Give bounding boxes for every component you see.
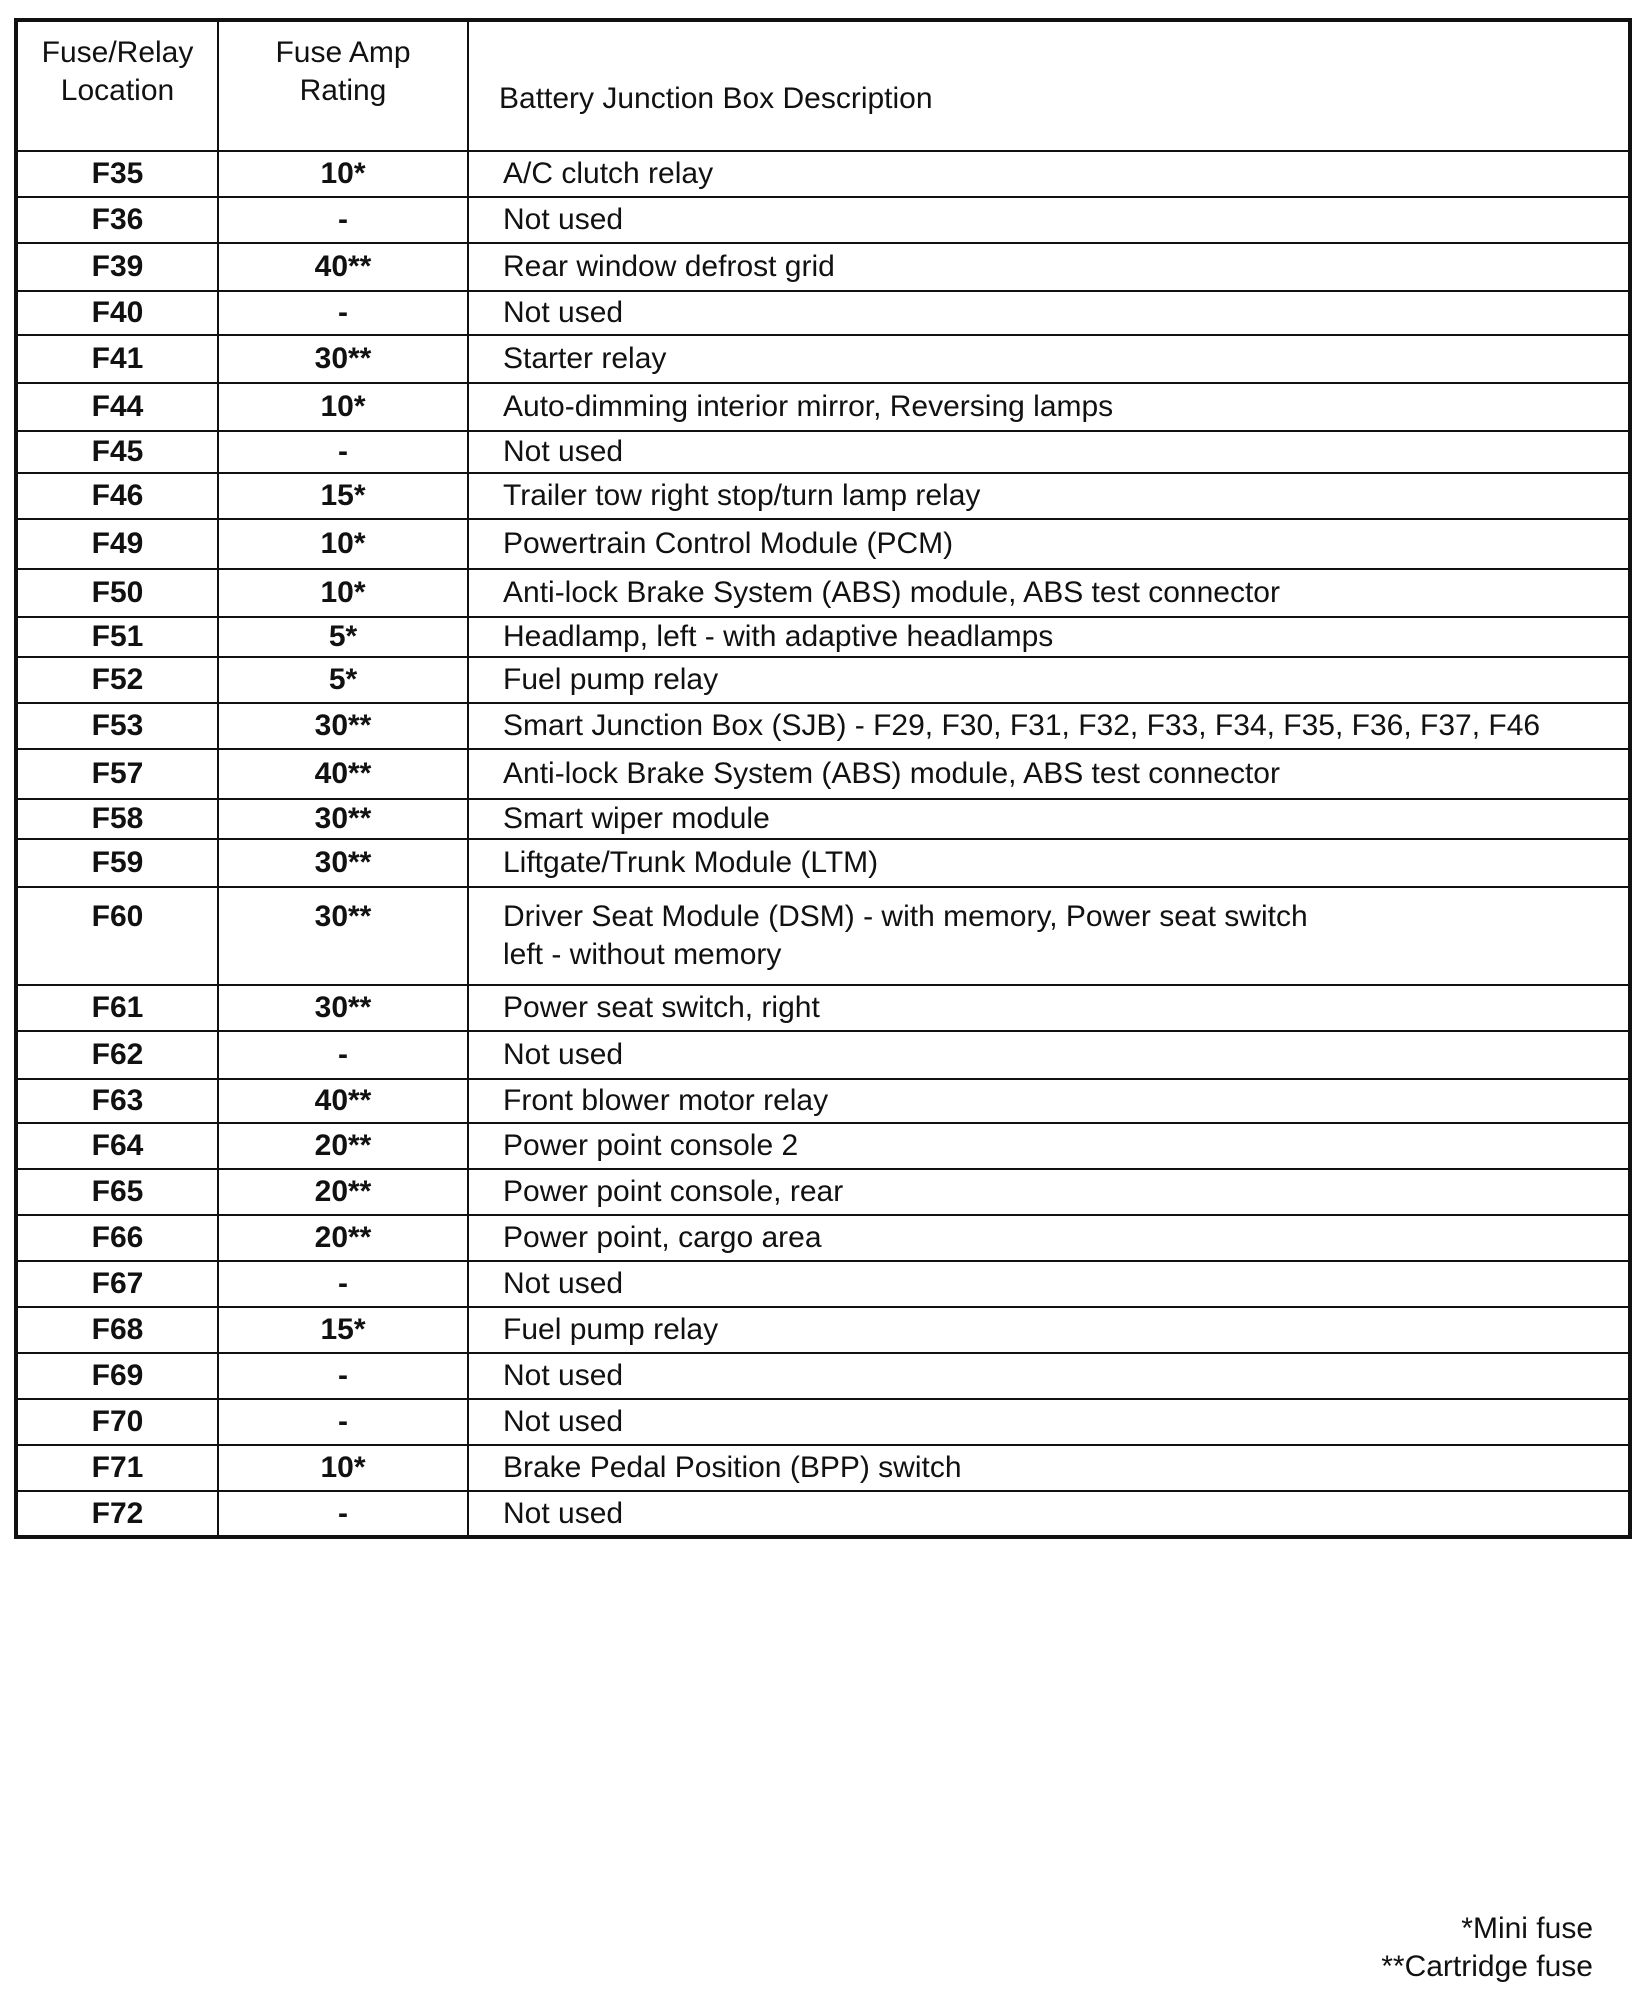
fuse-location-cell: F35 <box>16 151 218 197</box>
fuse-description-cell <box>468 1445 1630 1491</box>
table-row <box>16 1261 1630 1307</box>
fuse-description-line: Trailer tow right stop/turn lamp relay <box>503 479 981 512</box>
fuse-rating-cell: - <box>218 1491 468 1537</box>
fuse-location-cell: F45 <box>16 431 218 473</box>
fuse-description-line: Fuel pump relay <box>503 663 719 696</box>
header-row <box>16 20 1630 151</box>
fuse-location-cell: F66 <box>16 1215 218 1261</box>
table-row <box>16 1445 1630 1491</box>
table-row <box>16 1079 1630 1123</box>
fuse-description-cell <box>468 749 1630 799</box>
fuse-rating-cell: 10* <box>218 569 468 617</box>
fuse-description-cell <box>468 1031 1630 1079</box>
fuse-description-cell <box>468 1307 1630 1353</box>
legend-mini-fuse: *Mini fuse <box>1461 1912 1593 1945</box>
fuse-rating-cell: 20** <box>218 1215 468 1261</box>
table-row <box>16 749 1630 799</box>
fuse-description-line: Auto-dimming interior mirror, Reversing lamps <box>503 390 1114 423</box>
fuse-location-cell: F51 <box>16 617 218 657</box>
fuse-description-cell <box>468 839 1630 887</box>
fuse-rating-cell: 30** <box>218 335 468 383</box>
fuse-description-line: Not used <box>503 1038 624 1071</box>
fuse-description-line: Power point console 2 <box>503 1129 799 1162</box>
fuse-description-line: Smart Junction Box (SJB) - F29, F30, F31, F32, F33, F34, F35, F36, F37, F46 <box>503 709 1541 742</box>
fuse-description-cell <box>468 291 1630 335</box>
fuse-rating-cell: - <box>218 1353 468 1399</box>
fuse-location-cell: F58 <box>16 799 218 839</box>
fuse-description-line: Driver Seat Module (DSM) - with memory, Power seat switch <box>503 900 1308 933</box>
header-location-line-2: Location <box>60 74 175 107</box>
fuse-description-cell <box>468 335 1630 383</box>
fuse-rating-cell: - <box>218 197 468 243</box>
fuse-description-cell <box>468 1491 1630 1537</box>
fuse-rating-cell: 15* <box>218 1307 468 1353</box>
fuse-location-cell: F70 <box>16 1399 218 1445</box>
header-rating-line-1: Fuse Amp <box>275 36 411 69</box>
table-row <box>16 431 1630 473</box>
fuse-location-cell: F62 <box>16 1031 218 1079</box>
fuse-table-body <box>16 151 1630 1537</box>
fuse-rating-cell: 30** <box>218 887 468 985</box>
fuse-description-cell <box>468 657 1630 703</box>
fuse-description-cell <box>468 1353 1630 1399</box>
table-row <box>16 1399 1630 1445</box>
fuse-location-cell: F64 <box>16 1123 218 1169</box>
fuse-rating-cell: 30** <box>218 703 468 749</box>
table-row <box>16 1491 1630 1537</box>
fuse-description-line: Power seat switch, right <box>503 991 820 1024</box>
header-description: Battery Junction Box Description <box>468 20 1630 151</box>
table-row <box>16 569 1630 617</box>
fuse-description-line: Not used <box>503 296 624 329</box>
table-row <box>16 657 1630 703</box>
header-location <box>16 20 218 151</box>
fuse-description-line: Not used <box>503 203 624 236</box>
fuse-rating-cell: 10* <box>218 519 468 569</box>
fuse-description-cell <box>468 569 1630 617</box>
fuse-rating-cell: - <box>218 431 468 473</box>
table-row <box>16 1215 1630 1261</box>
table-row <box>16 617 1630 657</box>
fuse-description-cell <box>468 1169 1630 1215</box>
fuse-location-cell: F36 <box>16 197 218 243</box>
fuse-location-cell: F65 <box>16 1169 218 1215</box>
fuse-location-cell: F60 <box>16 887 218 985</box>
fuse-rating-cell: 10* <box>218 151 468 197</box>
fuse-description-line: Not used <box>503 1496 624 1530</box>
fuse-description-cell <box>468 383 1630 431</box>
fuse-rating-cell: 10* <box>218 383 468 431</box>
fuse-rating-cell: - <box>218 1261 468 1307</box>
table-row <box>16 703 1630 749</box>
fuse-rating-cell: - <box>218 291 468 335</box>
fuse-location-cell: F52 <box>16 657 218 703</box>
fuse-description-line: Anti-lock Brake System (ABS) module, ABS test connector <box>503 757 1280 790</box>
fuse-description-cell <box>468 151 1630 197</box>
table-row <box>16 197 1630 243</box>
fuse-location-cell: F41 <box>16 335 218 383</box>
fuse-rating-cell: - <box>218 1031 468 1079</box>
header-location-line-1: Fuse/Relay <box>41 36 194 69</box>
fuse-rating-cell: 5* <box>218 657 468 703</box>
fuse-location-cell: F40 <box>16 291 218 335</box>
fuse-location-cell: F57 <box>16 749 218 799</box>
fuse-description-line: Brake Pedal Position (BPP) switch <box>503 1451 962 1484</box>
fuse-rating-cell: 40** <box>218 243 468 291</box>
fuse-description-cell <box>468 887 1630 985</box>
table-row <box>16 799 1630 839</box>
header-rating <box>218 20 468 151</box>
fuse-description-line: Smart wiper module <box>503 802 770 835</box>
fuse-description-line: Powertrain Control Module (PCM) <box>503 527 954 560</box>
fuse-description-line: Not used <box>503 1267 624 1300</box>
table-row <box>16 383 1630 431</box>
fuse-location-cell: F53 <box>16 703 218 749</box>
fuse-description-cell <box>468 1215 1630 1261</box>
table-row <box>16 985 1630 1031</box>
table-row <box>16 1307 1630 1353</box>
fuse-rating-cell: 30** <box>218 985 468 1031</box>
fuse-rating-cell: 30** <box>218 799 468 839</box>
fuse-description-line: Front blower motor relay <box>503 1084 829 1117</box>
fuse-rating-cell: 40** <box>218 1079 468 1123</box>
fuse-description-line: Liftgate/Trunk Module (LTM) <box>503 846 879 879</box>
fuse-description-cell <box>468 243 1630 291</box>
table-row <box>16 1353 1630 1399</box>
fuse-location-cell: F61 <box>16 985 218 1031</box>
fuse-description-line: Not used <box>503 1405 624 1438</box>
fuse-description-line: Anti-lock Brake System (ABS) module, ABS test connector <box>503 576 1280 609</box>
fuse-description-line: Power point, cargo area <box>503 1221 822 1254</box>
fuse-table <box>14 18 1632 1539</box>
fuse-description-cell <box>468 799 1630 839</box>
fuse-description-cell <box>468 703 1630 749</box>
fuse-location-cell: F59 <box>16 839 218 887</box>
table-row <box>16 291 1630 335</box>
fuse-description-line: Rear window defrost grid <box>503 250 835 283</box>
fuse-description-line: Starter relay <box>503 342 667 375</box>
fuse-description-line: Not used <box>503 435 624 468</box>
fuse-description-cell <box>468 473 1630 519</box>
fuse-location-cell: F72 <box>16 1491 218 1537</box>
table-row <box>16 887 1630 985</box>
fuse-location-cell: F71 <box>16 1445 218 1491</box>
fuse-rating-cell: 20** <box>218 1123 468 1169</box>
table-row <box>16 151 1630 197</box>
fuse-rating-cell: 30** <box>218 839 468 887</box>
table-row <box>16 1123 1630 1169</box>
fuse-description-cell <box>468 1261 1630 1307</box>
fuse-description-cell <box>468 1079 1630 1123</box>
fuse-location-cell: F68 <box>16 1307 218 1353</box>
fuse-location-cell: F49 <box>16 519 218 569</box>
fuse-description-line: Power point console, rear <box>503 1175 844 1208</box>
table-row <box>16 1169 1630 1215</box>
fuse-rating-cell: 5* <box>218 617 468 657</box>
fuse-description-line: left - without memory <box>503 938 782 971</box>
fuse-location-cell: F39 <box>16 243 218 291</box>
table-row <box>16 473 1630 519</box>
fuse-location-cell: F46 <box>16 473 218 519</box>
table-row <box>16 243 1630 291</box>
fuse-rating-cell: 15* <box>218 473 468 519</box>
table-row <box>16 335 1630 383</box>
fuse-description-cell <box>468 431 1630 473</box>
fuse-description-cell <box>468 985 1630 1031</box>
fuse-description-cell <box>468 617 1630 657</box>
table-row <box>16 519 1630 569</box>
fuse-description-cell <box>468 519 1630 569</box>
table-row <box>16 839 1630 887</box>
fuse-location-cell: F50 <box>16 569 218 617</box>
header-rating-line-2: Rating <box>299 74 387 107</box>
fuse-description-line: Headlamp, left - with adaptive headlamps <box>503 620 1054 653</box>
fuse-description-line: A/C clutch relay <box>503 157 714 190</box>
fuse-rating-cell: 40** <box>218 749 468 799</box>
fuse-description-cell <box>468 197 1630 243</box>
fuse-location-cell: F44 <box>16 383 218 431</box>
fuse-description-line: Not used <box>503 1359 624 1392</box>
fuse-rating-cell: 10* <box>218 1445 468 1491</box>
fuse-description-cell <box>468 1399 1630 1445</box>
fuse-location-cell: F63 <box>16 1079 218 1123</box>
fuse-rating-cell: 20** <box>218 1169 468 1215</box>
legend-cartridge-fuse: **Cartridge fuse <box>1381 1950 1593 1983</box>
fuse-description-cell <box>468 1123 1630 1169</box>
legend <box>1381 1910 1593 1986</box>
fuse-rating-cell: - <box>218 1399 468 1445</box>
fuse-description-line: Fuel pump relay <box>503 1313 719 1346</box>
fuse-location-cell: F69 <box>16 1353 218 1399</box>
table-row <box>16 1031 1630 1079</box>
fuse-location-cell: F67 <box>16 1261 218 1307</box>
